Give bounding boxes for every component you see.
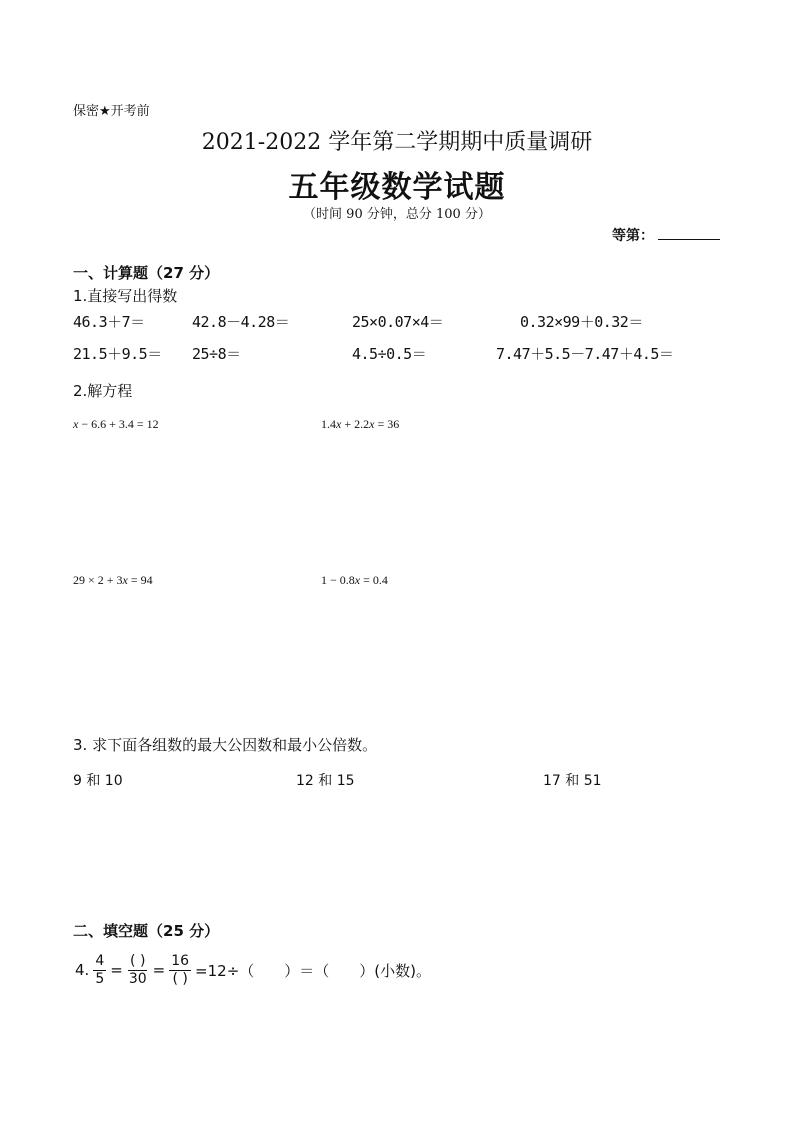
calc-item: 21.5＋9.5＝ [73, 345, 162, 363]
calc-item: 7.47＋5.5－7.47＋4.5＝ [496, 345, 674, 363]
section1-heading: 一、计算题（27 分） [73, 264, 220, 282]
calc-item: 0.32×99＋0.32＝ [520, 313, 643, 331]
grade-label: 等第： [612, 228, 654, 244]
number-pair: 9 和 10 [73, 773, 123, 789]
exam-subject-title: 五年级数学试题 [288, 170, 506, 205]
calc-item: 4.5÷0.5＝ [352, 345, 427, 363]
grade-blank[interactable] [658, 227, 720, 240]
equation: 1 − 0.8x = 0.4 [321, 573, 388, 587]
equation: x − 6.6 + 3.4 = 12 [73, 417, 159, 431]
number-pair: 17 和 51 [543, 773, 602, 789]
calc-item: 46.3＋7＝ [73, 313, 145, 331]
section2-heading: 二、填空题（25 分） [73, 922, 220, 940]
fraction: $\frac{4}{5}$ [95, 952, 105, 987]
confidential-label: 保密★开考前 [73, 104, 150, 119]
calc-item: 25×0.07×4＝ [352, 313, 444, 331]
q4-tail: =12÷（ ）＝（ ）(小数)。 [195, 961, 431, 980]
q4-number: 4. [75, 961, 90, 979]
fraction-blank[interactable]: $\frac{16}{( )}$ [171, 952, 190, 987]
q4-fill-blank: 4. $\frac{4}{5}$ = $\frac{( )}{30}$ = $\frac{16}{( )}$ =12÷（ ）＝（ ）(小数)。 [75, 952, 431, 987]
number-pair: 12 和 15 [296, 773, 355, 789]
fraction-blank[interactable]: $\frac{( )}{30}$ [128, 952, 147, 987]
equation: 29 × 2 + 3x = 94 [73, 573, 153, 587]
grade-field [612, 225, 720, 245]
q1-title: 1.直接写出得数 [73, 287, 178, 305]
exam-time-score: （时间 90 分钟，总分 100 分） [303, 207, 491, 222]
equation: 1.4x + 2.2x = 36 [321, 417, 400, 431]
calc-item: 25÷8＝ [192, 345, 241, 363]
calc-item: 42.8－4.28＝ [192, 313, 290, 331]
exam-title: 2021-2022 学年第二学期期中质量调研 [201, 130, 593, 155]
q3-title: 3. 求下面各组数的最大公因数和最小公倍数。 [73, 736, 378, 754]
q2-title: 2.解方程 [73, 382, 133, 400]
